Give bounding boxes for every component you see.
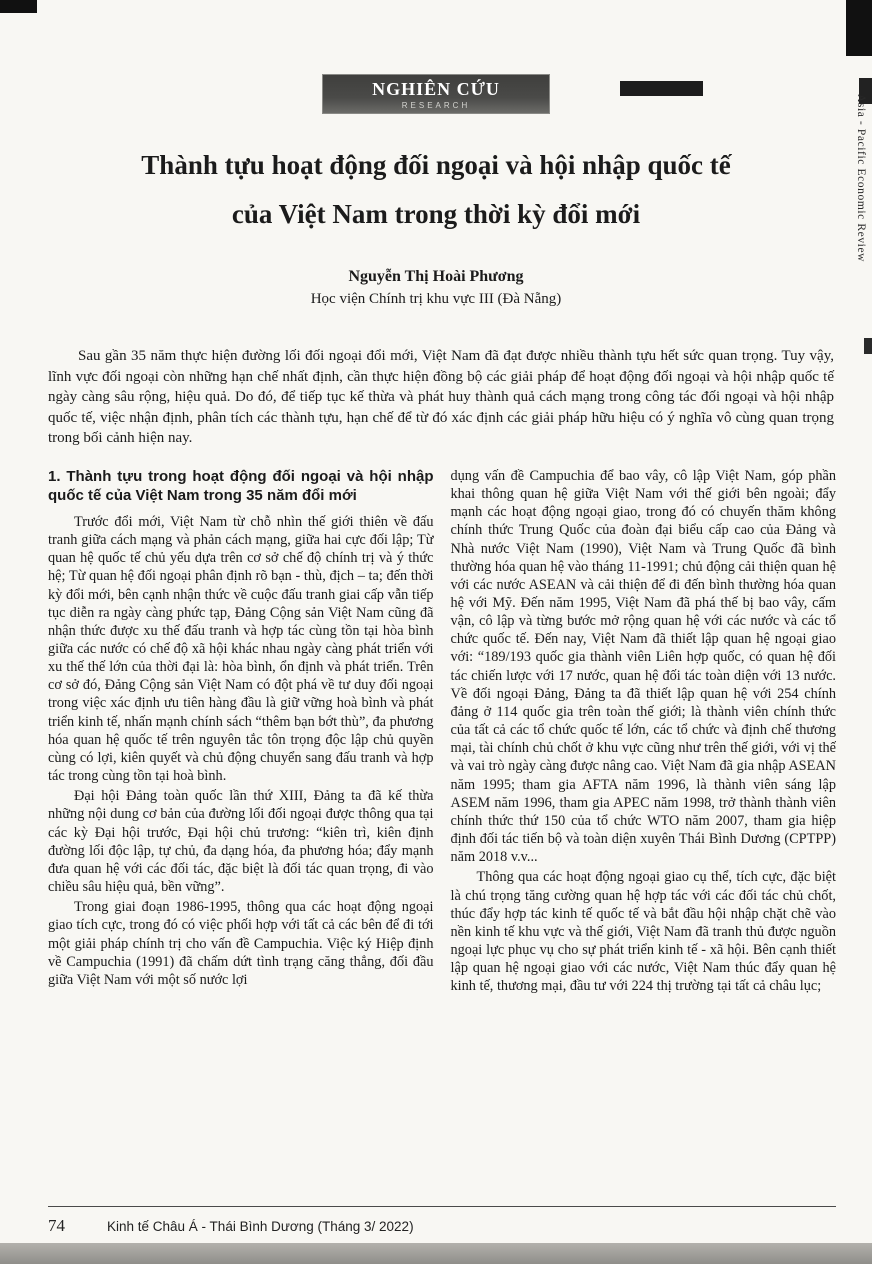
body-paragraph: Đại hội Đảng toàn quốc lần thứ XIII, Đảng ta đã kế thừa những nội dung cơ bản của đường lối đối ngoại được thông qua tại các kỳ Đại hội trước, Đại hội chủ trương: “kiên trì, kiên định đường lối độc lập, tự chủ, đa dạng hóa, đa phương hóa; đẩy mạnh đưa quan hệ với các đối tác, đặc biệt là đối tác quan trọng, đi vào chiều sâu hiệu quả, bền vững”. <box>48 788 434 896</box>
article-title-line1: Thành tựu hoạt động đối ngoại và hội nhập quốc tế <box>141 150 731 180</box>
section-1-heading: 1. Thành tựu trong hoạt động đối ngoại và hội nhập quốc tế của Việt Nam trong 35 năm đổi mới <box>48 467 434 505</box>
body-paragraph: dụng vấn đề Campuchia để bao vây, cô lập Việt Nam, góp phần khai thông quan hệ giữa Việt Nam với thế giới bên ngoài; đẩy mạnh các hoạt động ngoại giao, trong đó có chuyến thăm không chính thức Trung Quốc của đoàn đại biểu cấp cao của Đảng và Nhà nước Việt Nam (1990), Việt Nam và Trung Quốc đã bình thường hóa quan hệ vào tháng 11-1991; chủ động cải thiện quan hệ với các nước ASEAN và cải thiện để đi đến bình thường hóa quan hệ với Mỹ. Đến năm 1995, Việt Nam đã phá thế bị bao vây, cấm vận, cô lập và từng bước mở rộng quan hệ với các nước và các tổ chức quốc tế. Đến nay, Việt Nam đã thiết lập quan hệ ngoại giao với: “189/193 quốc gia thành viên Liên hợp quốc, có quan hệ đối tác chiến lược với 17 nước, quan hệ đối tác toàn diện với 13 nước. Về đối ngoại Đảng, Đảng ta đã thiết lập quan hệ với 254 chính đảng ở 114 quốc gia trên toàn thế giới; là thành viên chính thức của tất cả các tổ chức quốc tế lớn, các tổ chức và định chế thương mại, tài chính chủ chốt ở khu vực cũng như trên thế giới, với vị thế và vai trò ngày càng được nâng cao. Việt Nam đã gia nhập ASEAN năm 1995; tham gia AFTA năm 1996, là thành viên sáng lập ASEM năm 1996, tham gia APEC năm 1998, trở thành thành viên chính thức thứ 150 của tổ chức WTO năm 2007, tham gia hiệp định đối tác tiến bộ và toàn diện xuyên Thái Bình Dương (CPTPP) năm 2018 v.v... <box>450 467 836 866</box>
left-column <box>48 467 434 996</box>
scan-bottom-strip <box>0 1243 872 1264</box>
body-paragraph: Thông qua các hoạt động ngoại giao cụ thể, tích cực, đặc biệt là chú trọng tăng cường quan hệ hợp tác với các đối tác chủ chốt, thúc đẩy hợp tác kinh tế quốc tế và bắt đầu hội nhập chặt chẽ vào nền kinh tế khu vực và thế giới, Việt Nam đã tranh thủ được nguồn ngoại lực phục vụ cho sự phát triển kinh tế - xã hội. Bên cạnh thiết lập quan hệ ngoại giao với các nước, Việt Nam thúc đẩy quan hệ kinh tế, thương mại, đầu tư với 224 thị trường tại tất cả châu lục; <box>450 869 836 995</box>
body-paragraph: Trong giai đoạn 1986-1995, thông qua các hoạt động ngoại giao tích cực, trong đó có việc phối hợp với tất cả các bên để đi tới một giải pháp chính trị cho vấn đề Campuchia. Việc ký Hiệp định về Campuchia (1991) đã chấm dứt tình trạng căng thẳng, đối đầu giữa Việt Nam với một số nước lợi <box>48 899 434 988</box>
author-block <box>0 268 872 308</box>
page-number: 74 <box>48 1216 65 1235</box>
section-badge <box>323 75 549 113</box>
body-paragraph: Trước đổi mới, Việt Nam từ chỗ nhìn thế giới thiên về đấu tranh giữa cách mạng và phản cách mạng, giữa hai cực đối lập; Từ quan hệ quốc tế chủ yếu dựa trên cơ sở chế độ chính trị và ý thức hệ; Từ quan hệ đối ngoại phân định rõ bạn - thù, địch – ta; đến thời kỳ đổi mới, bên cạnh nhận thức về cuộc đấu tranh giai cấp vẫn tiếp tục diễn ra ngày càng phức tạp, Đảng Cộng sản Việt Nam cũng đã nhận thức được xu thế đấu tranh và hợp tác cùng tồn tại hòa bình giữa các nước có chế độ xã hội khác nhau ngày càng phát triển với xu thế thế lớn của thời đại là: hòa bình, ổn định và phát triển. Trên cơ sở đó, Đảng Cộng sản Việt Nam có đột phá về tư duy đối ngoại trong việc xác định ưu tiên hàng đầu là giữ vững hoà bình và phát triển kinh tế, nhấn mạnh chính sách “thêm bạn bớt thù”, đa phương hóa quan hệ quốc tế trên nguyên tắc tôn trọng độc lập chủ quyền cùng có lợi, kiên quyết và chủ động chuyển sang đấu tranh và hợp tác trong cùng tồn tại hoà bình. <box>48 513 434 785</box>
badge-title: NGHIÊN CỨU <box>372 79 500 99</box>
author-name: Nguyễn Thị Hoài Phương <box>348 268 524 286</box>
article-body <box>48 467 836 996</box>
journal-footer-line: Kinh tế Châu Á - Thái Bình Dương (Tháng 3/ 2022) <box>107 1219 414 1234</box>
scan-mark-right-edge-lower <box>864 338 872 354</box>
badge-subtitle: RESEARCH <box>401 101 471 110</box>
right-column <box>451 467 837 996</box>
abstract-paragraph: Sau gần 35 năm thực hiện đường lối đối ngoại đổi mới, Việt Nam đã đạt được nhiều thành tựu hết sức quan trọng. Tuy vậy, lĩnh vực đối ngoại còn những hạn chế nhất định, cần thực hiện đồng bộ các giải pháp để hoạt động đối ngoại và hội nhập quốc tế ngày càng sâu rộng, hiệu quả. Do đó, để tiếp tục kế thừa và phát huy thành quả cách mạng trong công tác đối ngoại và hội nhập quốc tế, việc nhận định, phân tích các thành tựu, hạn chế để từ đó xác định các giải pháp hữu hiệu có ý nghĩa vô cùng quan trọng trong bối cảnh hiện nay. <box>48 348 834 447</box>
article-title <box>60 141 812 238</box>
scan-mark-top-right <box>846 0 872 56</box>
scan-mark-top-left <box>0 0 37 13</box>
scan-mark-header-right <box>620 81 703 96</box>
article-title-line2: của Việt Nam trong thời kỳ đổi mới <box>231 198 641 229</box>
journal-name-vertical: Asia - Pacific Economic Review <box>855 94 867 263</box>
page-footer <box>48 1206 836 1236</box>
author-affiliation: Học viện Chính trị khu vực III (Đà Nẵng) <box>310 291 562 308</box>
